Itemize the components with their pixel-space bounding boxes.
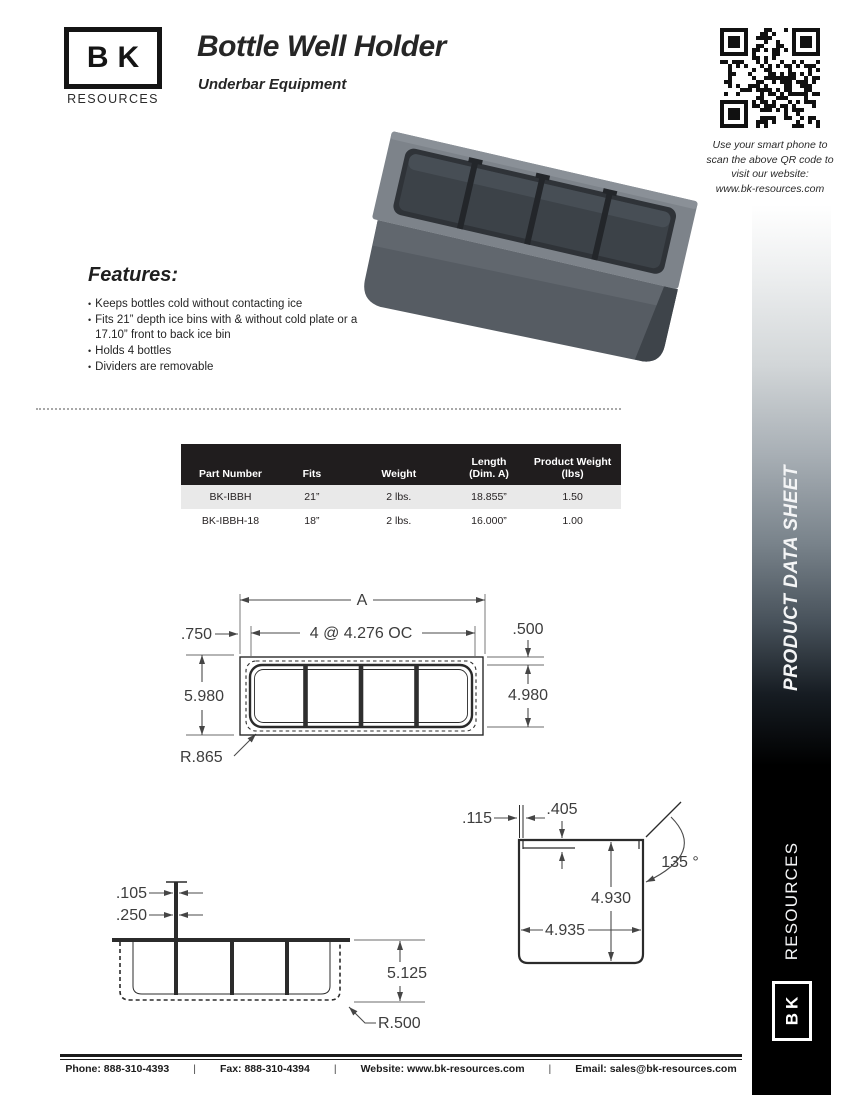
footer-item-fax: Fax: 888-310-4394 [219,1063,310,1075]
dim-wall-angle: 135 ° [661,854,699,871]
features-heading: Features: [88,264,179,286]
feature-text: Keeps bottles cold without contacting ice [95,298,303,310]
table-cell: 1.50 [562,491,583,503]
table-cell: 1.00 [562,515,583,527]
dim-flange-top: .500 [512,621,544,638]
feature-item [88,313,386,344]
table-cell: 18.855” [471,491,507,503]
dim-overall-length: A [356,592,368,609]
table-row [181,485,621,509]
dim-divider-top: .250 [115,907,147,924]
feature-item [88,360,386,376]
dim-outer-height: 5.980 [183,688,225,705]
dim-bottom-radius: R.500 [378,1015,421,1032]
divider-lines [303,666,419,727]
product-photo [340,115,720,380]
bk-logo-box [64,27,162,89]
table-cell: 21” [304,491,320,503]
footer-rule-thin [60,1059,742,1060]
dim-compartment-spacing: 4 @ 4.276 OC [309,625,413,642]
dotted-separator [36,408,621,410]
qr-caption-line: visit our website: [731,168,809,180]
dim-flange-side: .750 [180,626,212,643]
spec-table-header [181,444,621,485]
footer-item-website[interactable]: Website: www.bk-resources.com [360,1063,525,1075]
dim-divider-thickness: .105 [115,885,147,902]
table-row [181,509,621,533]
drawing-top-view [150,588,570,778]
dim-wall-thickness: .115 [462,810,492,827]
dim-flange-depth: .405 [546,801,578,818]
bk-logo-resources-text: RESOURCES [67,92,159,106]
dim-inner-depth: 4.930 [590,890,632,907]
page-title: Bottle Well Holder [197,30,446,63]
column-header: Product Weight (lbs) [533,456,612,480]
drawing-front-view [95,876,440,1038]
qr-caption-line: www.bk-resources.com [715,182,825,195]
sidebar [752,205,831,1095]
qr-code [720,28,820,128]
table-cell: 2 lbs. [386,491,412,503]
column-header: Fits [302,468,322,480]
footer-item-phone: Phone: 888-310-4393 [65,1063,170,1075]
feature-bullet: • [88,314,92,325]
feature-bullet: • [88,346,92,357]
footer-separator: | [548,1063,552,1075]
spec-table [181,444,621,533]
footer [60,1063,742,1075]
sidebar-label: PRODUCT DATA SHEET [780,464,802,692]
footer-rule-thick [60,1054,742,1057]
dim-depth: 5.125 [386,965,428,982]
page-subtitle: Underbar Equipment [198,76,347,93]
table-cell: BK-IBBH-18 [201,515,260,527]
feature-bullet: • [88,361,92,372]
feature-item [88,297,386,313]
qr-caption-line: Use your smart phone to [712,139,828,151]
dim-inner-width: 4.935 [544,922,586,939]
sidebar-bk-logo-text: BK [782,992,801,1026]
column-header: Length (Dim. A) [469,456,509,480]
table-cell: BK-IBBH [209,491,252,503]
bk-logo-text: BK [86,41,149,74]
feature-text: Dividers are removable [95,360,214,373]
divider-lines [174,940,289,995]
column-header: Part Number [198,468,262,480]
drawing-end-view [445,795,735,975]
footer-separator: | [333,1063,337,1075]
qr-caption-line: scan the above QR code to [706,153,834,166]
table-cell: 16.000” [471,515,507,527]
dim-opening-height: 4.980 [507,687,549,704]
feature-bullet: • [88,299,92,309]
feature-text: Holds 4 bottles [95,345,172,358]
sidebar-bk-logo-box [772,981,812,1041]
sidebar-brand-resources: RESOURCES [781,841,801,961]
table-cell: 2 lbs. [386,515,412,527]
footer-separator: | [193,1063,196,1075]
dim-corner-radius: R.865 [180,749,223,766]
table-cell: 18” [304,515,320,527]
column-header: Weight [381,468,417,480]
feature-text: Fits 21” depth ice bins with & without cold plate or a 17.10” front to back ice bin [95,313,358,342]
footer-item-email[interactable]: Email: sales@bk-resources.com [575,1063,737,1075]
features-list [88,297,386,376]
feature-item [88,344,386,360]
